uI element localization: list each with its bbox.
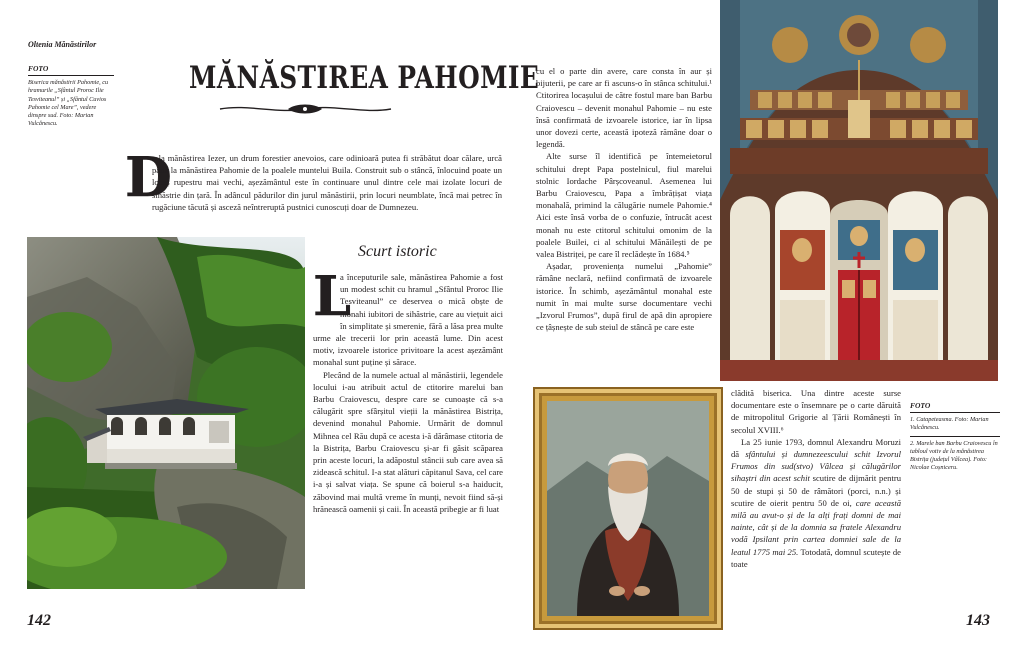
title-ornament-icon <box>218 102 393 116</box>
intro-dropcap: D <box>125 145 172 209</box>
monastery-photo-illustration <box>27 237 305 589</box>
col2-p2-italic-2: care această milă au avut-o și de la alți frați domni de mai nainte, cât și de la domnia sa fratele Alexandru vodă Ipsilant prin cartea domniei sale de la leatul 1775 mai 25. <box>731 497 902 557</box>
right-col2-paragraph-1-text: clădită biserica. Una dintre aceste surse documentare este o însemnare pe o carte dăruită de mitropolitul Grigorie al Țării Românești în secolul XVIII.⁶ <box>731 388 901 435</box>
intro-text: e la mănăstirea Iezer, un drum forestier anevoios, care odinioară putea fi străbătut doar călare, urcă până la mănăstirea Pahomie de la poalele muntelui Buila. Construit sub o stâncă, înlocuind poate un locaș rupestru mai vechi, așezământul este în continuare unul dintre cele mai izolate locuri de sihăstrie din țară. În adâncul pădurilor din jurul mănăstirii, prin locuri neumblate, încă mai petrec în rugăciune tăcută și asceză neîntreruptă pustnici cunoscuți doar de Dumnezeu. <box>152 153 502 212</box>
article-title: MĂNĂSTIREA PAHOMIE <box>189 60 540 96</box>
portrait-frame <box>533 387 723 630</box>
photo-iconostasis <box>720 0 998 381</box>
page-number-left: 142 <box>27 612 51 629</box>
right-photo-note-1: 1. Catapeteasma. Foto: Marian Vulcănescu. <box>910 416 989 432</box>
right-col1-paragraph-3: Așadar, proveniența numelui „Pahomie” rămâne neclară, nefiind confirmată de izvoarele istorice. În schimb, așezământul monahal este numit în mai multe surse documentare vechi „Izvorul Frumos”, după firul de apă din apropiere ce țâșnește de sub steiul de stâncă pe care este <box>536 261 712 333</box>
history-dropcap: L <box>313 264 351 328</box>
photo-caption: Biserica mănăstirii Pahomie, cu hramurile „Sfântul Proroc Ilie Tesviteanul” și „Sfântul Cuvios Pahomie cel Mare”, vedere dinspre sud. Foto: Marian Vulcănescu. <box>28 79 109 128</box>
dropcap-box <box>125 145 172 209</box>
right-col1-paragraph-2: Alte surse îl identifică pe întemeietorul schitului drept Papa postelnicul, fiul marelui stolnic Iordache Pârșcoveanul. Asemenea lui Barbu Craiovescu, Papa a îmbrățișat viața monahală, primind la călugărie numele Pahomie.⁴ Aici este însă vorba de o confuzie, întrucât acest monah nu este ctitorul schitului omonim de la poalele Builei, ci al schitului Mănăilești de pe valea Bistriței, pe care îl reclădește în 1684.⁵ <box>536 151 712 260</box>
foto-label: FOTO <box>28 65 114 76</box>
right-photo-caption-box <box>910 402 1000 472</box>
intro-paragraph <box>125 145 502 213</box>
history-paragraph-1: a începuturile sale, mănăstirea Pahomie a fost un modest schit cu hramul „Sfântul Proroc Ilie Tesviteanul” ce deservea o mică obște de monahi iubitori de sihăstrie, care au viețuit aici în simplitate și smerenie, fără a lăsa prea multe urme ale trecerii lor prin această lume. Din acest motiv, izvoarele istorice privitoare la acest așezământ monahal sunt puține și sărace. <box>313 272 503 368</box>
running-head: Oltenia Mănăstirilor <box>28 40 97 49</box>
right-photo-note-2: 2. Marele ban Barbu Craiovescu în tabloul votiv de la mănăstirea Bistrița (județul Vâlcea). Foto: Nicolae Coșniceru. <box>910 436 1000 473</box>
right-foto-label: FOTO <box>910 402 1000 413</box>
col2-p2-mid: scutire de dijmărit pentru 50 de stupi și 50 de râmători (porci, n.n.) și scutire de oierit pentru 50 de oi, <box>731 473 901 508</box>
col2-p2-start: La 25 iunie 1793, domnul Alexandru Moruzi dă <box>731 436 901 460</box>
photo-monastery-church <box>27 237 305 589</box>
photo-caption-box <box>28 65 114 128</box>
col2-p2-end: Totodată, domnul scutește de toate <box>731 546 901 569</box>
page-number-right: 143 <box>966 612 990 629</box>
col2-p2-italic-1: sfântului și dumnezeescului schit Izvorul Frumos din sud(stvo) Vâlcea și călugărilor sihaștri din acest schit <box>731 449 901 484</box>
history-paragraph-2: Plecând de la numele actual al mănăstirii, legendele locului i-au atribuit actul de ctitorire marelui ban Barbu Craiovescu, despre care se cunoaște că s-a călugărit spre sfârșitul vieții la mănăstirea Bistrița, devenind monahul Pahomie. Urmărit de domnul Mihnea cel Rău după ce acesta i-ă dărâmase ctitoria de la Bistrița, Barbu Craiovescu și-ar fi găsit scăparea prin aceste locuri, la adăpostul stâncii sub care avea să zidească schitul. I-a stat alături căpitanul Sava, cel care i-a și salvat viața. Se spune că boierul s-a haiducit, zăbovind mai multă vreme în munți, nevoit fiind să-și hrănească oamenii și caii. În această pribegie ar fi luat <box>313 369 503 514</box>
history-column <box>313 264 503 515</box>
portrait-barbu-craiovescu <box>547 401 709 616</box>
iconostasis-photo-illustration <box>720 0 998 381</box>
section-subhead: Scurt istoric <box>358 243 437 260</box>
right-col2-paragraph-2 <box>731 436 901 570</box>
right-column-2 <box>731 387 901 570</box>
history-dropcap-box <box>313 264 351 328</box>
right-col1-paragraph-1: cu el o parte din avere, care consta în aur și bijuterii, pe care ar fi ascuns-o în stânca schitului.¹ Ctitorirea locașului de către fostul mare ban Barbu Craiovescu – devenit monahul Pahomie – nu este însă confirmată de izvoarele istorice, iar în lipsa unor dovezi certe, această ipoteză rămâne doar o legendă. <box>536 66 712 150</box>
right-column-1 <box>536 65 712 333</box>
